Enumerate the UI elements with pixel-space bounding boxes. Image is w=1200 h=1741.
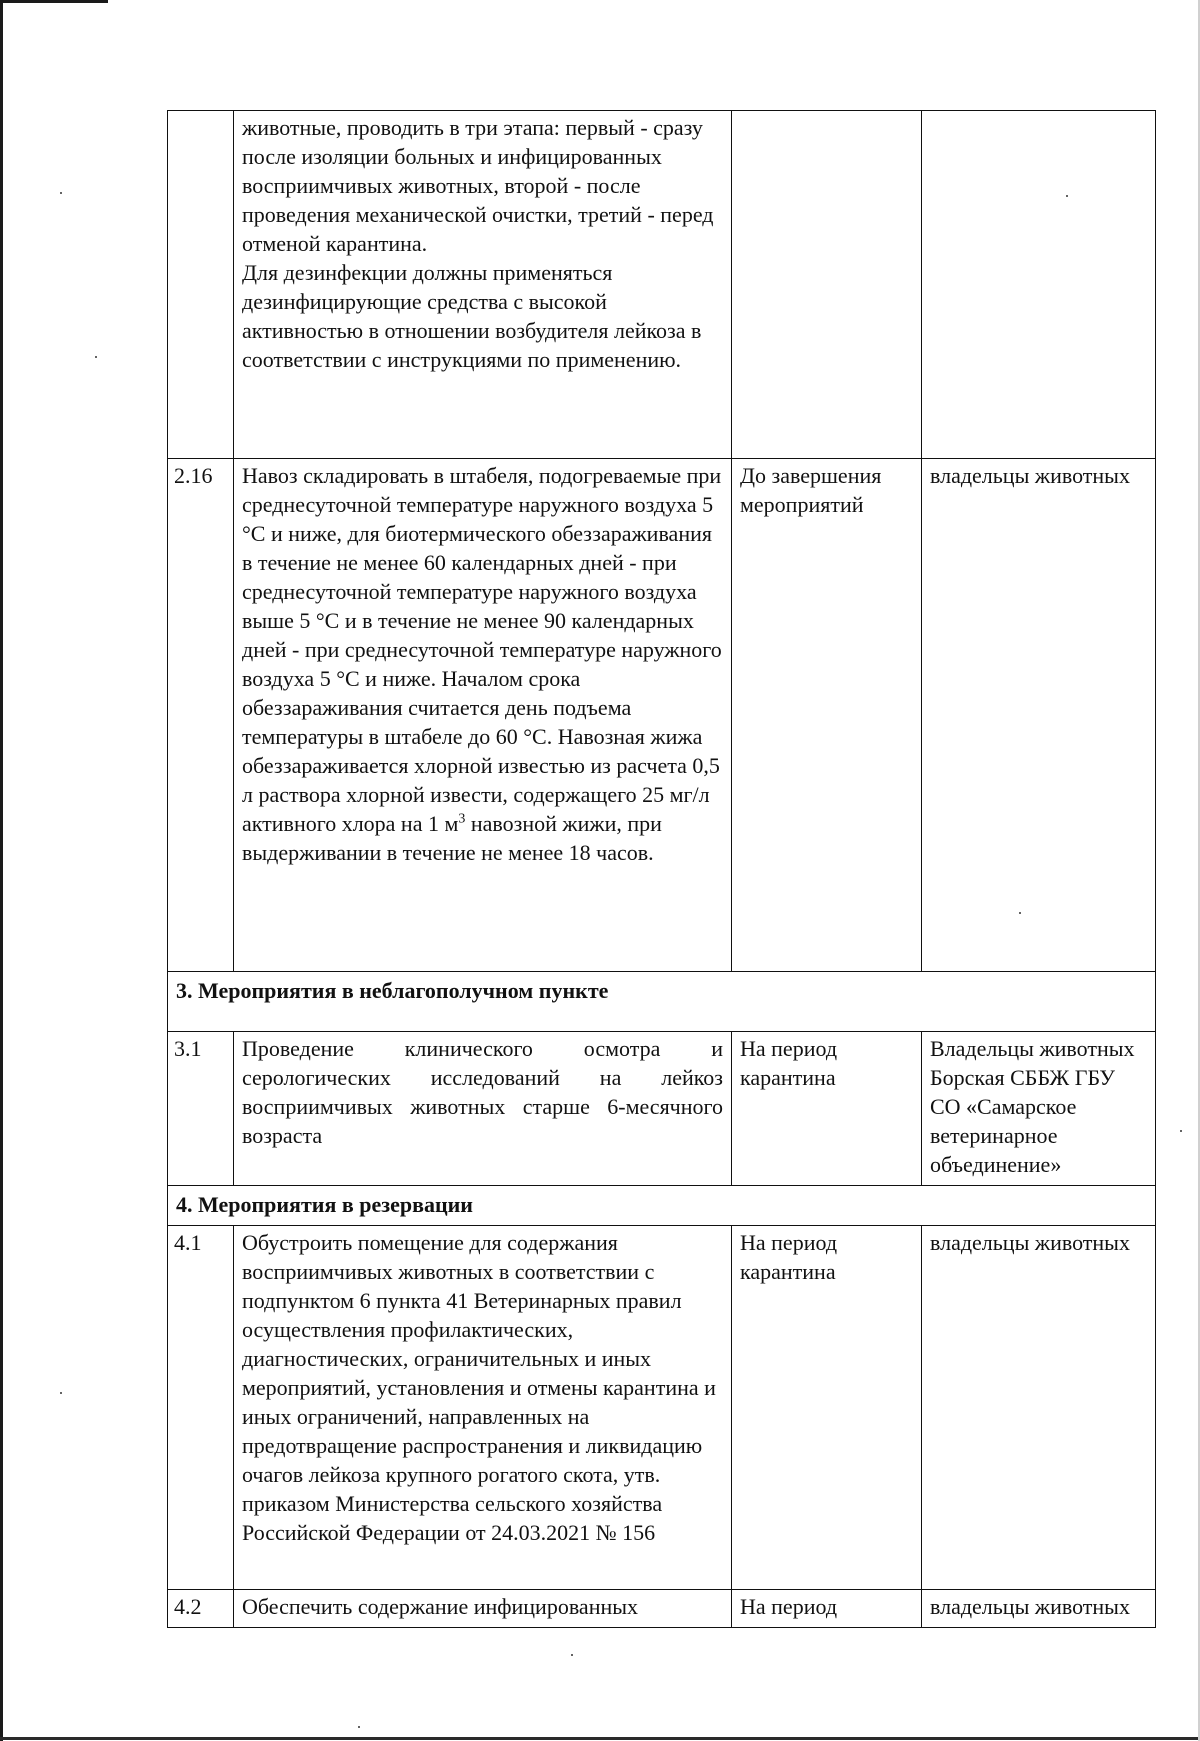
row-description	[234, 459, 732, 972]
measures-table	[167, 110, 1156, 1628]
scan-speck	[571, 1654, 573, 1656]
section-heading-row	[168, 1186, 1156, 1226]
row-term: На период карантина	[732, 1226, 922, 1590]
scan-speck	[60, 192, 62, 194]
scan-edge-bottom	[0, 1737, 1200, 1740]
row-description: Обеспечить содержание инфицированных	[234, 1590, 732, 1628]
scan-speck	[358, 1726, 360, 1728]
row-description: животные, проводить в три этапа: первый - сразу после изоляции больных и инфицированных восприимчивых животных, второй - после проведения механической очистки, третий - перед отменой карантина. Для дезинфекции должны применяться дезинфицирующие средства с высокой активностью в отношении возбудителя лейкоза в соответствии с инструкциями по применению.	[234, 111, 732, 459]
table-row	[168, 111, 1156, 459]
table-row	[168, 1590, 1156, 1628]
section-heading-row	[168, 972, 1156, 1032]
scan-edge-top	[0, 0, 108, 3]
row-description: Обустроить помещение для содержания восприимчивых животных в соответствии с подпунктом 6 пункта 41 Ветеринарных правил осуществления профилактических, диагностических, ограничительных и иных мероприятий, установления и отмены карантина и иных ограничений, направленных на предотвращение распространения и ликвидацию очагов лейкоза крупного рогатого скота, утв. приказом Министерства сельского хозяйства Российской Федерации от 24.03.2021 № 156	[234, 1226, 732, 1590]
row-number: 4.2	[168, 1590, 234, 1628]
row-term	[732, 111, 922, 459]
scan-speck	[1180, 1130, 1182, 1132]
row-term: На период	[732, 1590, 922, 1628]
scan-speck	[60, 1392, 62, 1394]
row-responsible: Владельцы животных Борская СББЖ ГБУ СО «Самарское ветеринарное объединение»	[922, 1032, 1156, 1186]
row-description-text-end: навозной жижи, при выдерживании в течение не менее 18 часов.	[242, 811, 662, 865]
table-row	[168, 1032, 1156, 1186]
table-row	[168, 1226, 1156, 1590]
row-responsible: владельцы животных	[922, 459, 1156, 972]
row-description: Проведение клинического осмотра и серологических исследований на лейкоз восприимчивых животных старше 6-месячного возраста	[234, 1032, 732, 1186]
row-term: До завершения мероприятий	[732, 459, 922, 972]
row-responsible: владельцы животных	[922, 1226, 1156, 1590]
row-term: На период карантина	[732, 1032, 922, 1186]
scan-speck	[95, 356, 97, 358]
row-number: 3.1	[168, 1032, 234, 1186]
section-3-title: 3. Мероприятия в неблагополучном пункте	[168, 972, 1156, 1032]
row-number	[168, 111, 234, 459]
superscript-exponent: 3	[458, 811, 466, 827]
section-4-title: 4. Мероприятия в резервации	[168, 1186, 1156, 1226]
row-number: 2.16	[168, 459, 234, 972]
row-responsible: владельцы животных	[922, 1590, 1156, 1628]
row-number: 4.1	[168, 1226, 234, 1590]
row-description-text: Навоз складировать в штабеля, подогреваемые при среднесуточной температуре наружного воздуха 5 °С и ниже, для биотермического обеззараживания в течение не менее 60 календарных дней - при среднесуточной температуре наружного воздуха выше 5 °С и в течение не менее 90 календарных дней - при среднесуточной температуре наружного воздуха 5 °С и ниже. Началом срока обеззараживания считается день подъема температуры в штабеле до 60 °С. Навозная жижа обеззараживается хлорной известью из расчета 0,5 л раствора хлорной извести, содержащего 25 мг/л активного хлора на 1 м	[242, 463, 722, 836]
table-row	[168, 459, 1156, 972]
row-responsible	[922, 111, 1156, 459]
scan-edge-left	[0, 0, 3, 1741]
